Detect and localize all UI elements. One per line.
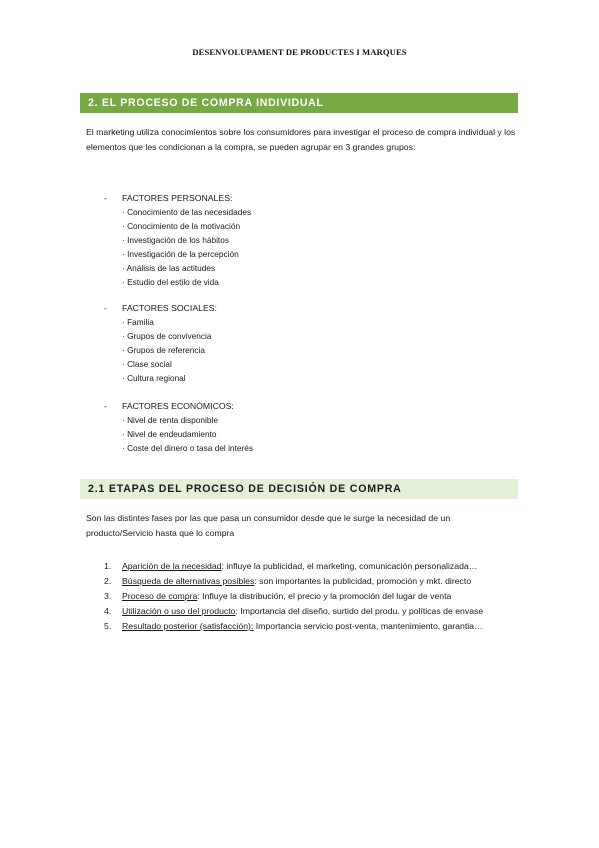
bullet-dash: - [104,303,107,313]
factor-item: · Conocimiento de la motivación [122,221,241,231]
factor-item: · Estudio del estilo de vida [122,277,219,287]
step-number: 5. [104,621,112,631]
step-number: 1. [104,561,112,571]
bullet-dash: - [104,193,107,203]
factor-group-personales [104,191,251,289]
step-description: : influye la publicidad, el marketing, comunicación personalizada… [221,561,478,571]
bullet-dash: - [104,401,107,411]
list-item [104,604,516,618]
step-description: Importancia servicio post-venta, mantenimiento, garantia… [253,621,483,631]
list-item [104,559,516,573]
factor-item: · Cultura regional [122,373,186,383]
decision-steps-list [104,559,516,634]
factor-list [104,315,217,385]
step-number: 3. [104,591,112,601]
step-number: 4. [104,606,112,616]
list-item [104,589,516,603]
factor-list [104,413,253,455]
step-term: Utilización o uso del producto [122,606,236,616]
factor-item: · Grupos de convivencia [122,331,212,341]
factor-item: · Conocimiento de las necesidades [122,207,252,217]
factor-item: · Nivel de endeudamiento [122,429,217,439]
section-intro-paragraph: Son las distintes fases por las que pasa un consumidor desde que le surge la necesidad de un producto/Servicio hasta que lo compra [86,513,451,538]
step-term: Aparición de la necesidad [122,561,222,571]
section-intro-paragraph: El marketing utiliza conocimientos sobre los consumidores para investigar el proceso de compra individual y los elementos que les condicionan a la compra, se pueden agrupar en 3 grandes grupos: [86,127,516,152]
section-heading-proceso-compra: 2. EL PROCESO DE COMPRA INDIVIDUAL [80,93,518,113]
factor-list [104,205,251,289]
factor-item: · Nivel de renta disponible [122,415,218,425]
factor-item: · Clase social [122,359,172,369]
factor-item: · Coste del dinero o tasa del interés [122,443,253,453]
section-heading-etapas-decision: 2.1 ETAPAS DEL PROCESO DE DECISIÓN DE COMPRA [80,479,518,499]
factor-item: · Familia [122,317,154,327]
factor-group-title: FACTORES ECONÓMICOS: [122,401,234,411]
factor-group-sociales [104,301,217,385]
step-number: 2. [104,576,112,586]
factor-group-title: FACTORES SOCIALES: [122,303,217,313]
step-description: : son importantes la publicidad, promoción y mkt. directo [254,576,472,586]
factor-item: · Investigación de la percepción [122,249,239,259]
list-item [104,574,516,588]
factor-group-economicos [104,399,253,455]
step-term: Búsqueda de alternativas posibles [122,576,255,586]
step-term: Resultado posterior (satisfacción): [122,621,254,631]
factor-item: · Investigación de los hábitos [122,235,230,245]
step-description: : Influye la distribución, el precio y la promoción del lugar de venta [197,591,452,601]
step-term: Proceso de compra [122,591,198,601]
factor-item: · Análisis de las actitudes [122,263,216,273]
list-item [104,619,516,633]
factor-item: · Grupos de referencia [122,345,206,355]
factor-group-title: FACTORES PERSONALES: [122,193,233,203]
document-header: DESENVOLUPAMENT DE PRODUCTES I MARQUES [192,47,407,57]
step-description: : Importancia del diseño, surtido del produ. y políticas de envase [235,606,484,616]
